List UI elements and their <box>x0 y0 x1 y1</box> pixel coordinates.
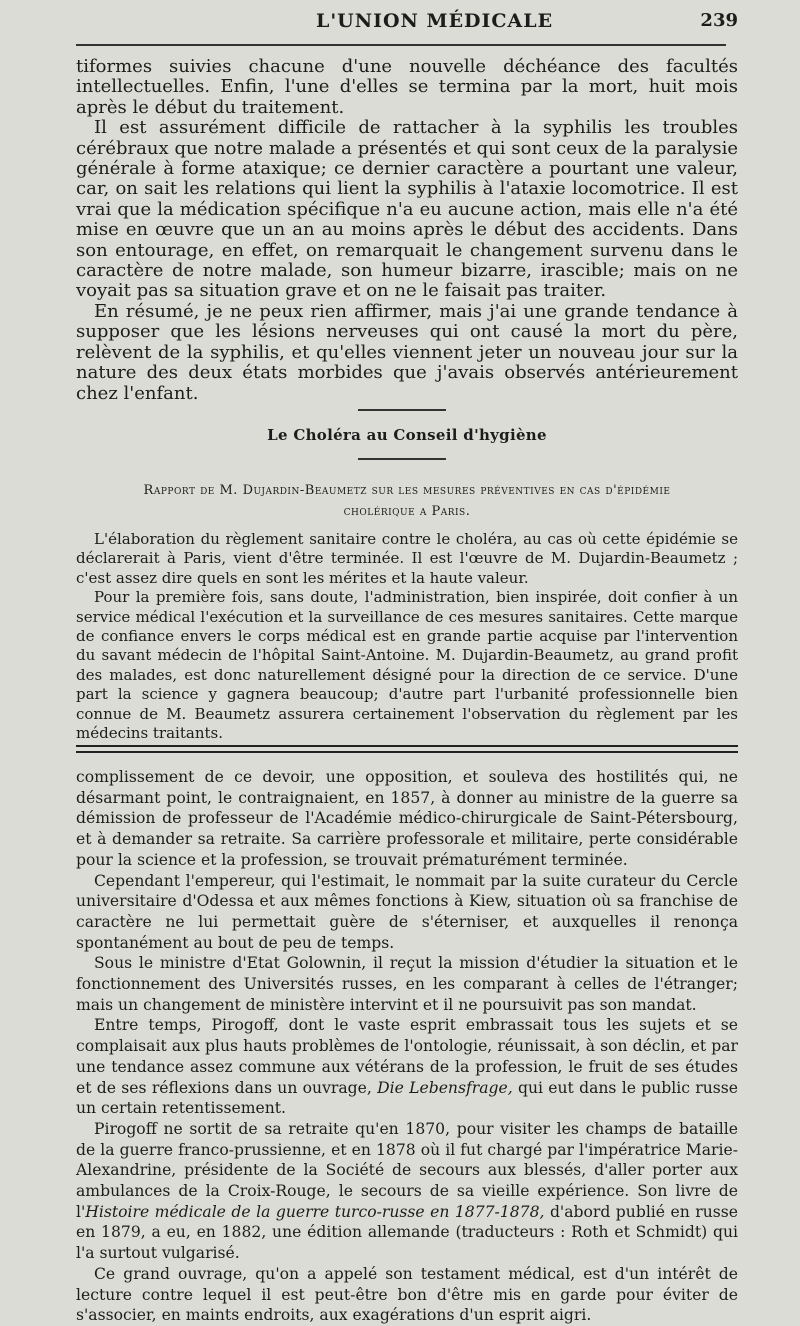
paragraph: complissement de ce devoir, une opposition, et souleva des hostilités qui, ne désarmant point, le contraignaient, en 1857, à donner au ministre de la guerre sa démission de professeur de l'Académie médico-chirurgicale de Saint-Pétersbourg, et à demander sa retraite. Sa carrière professorale et militaire, perte considérable pour la science et la profession, se trouvait prématurément terminée. <box>76 768 738 869</box>
book-title: Histoire médicale de la guerre turco-russe en 1877-1878, <box>85 1202 545 1221</box>
paragraph: L'élaboration du règlement sanitaire contre le choléra, au cas où cette épidémie se déclarerait à Paris, vient d'être terminée. Il est l'œuvre de M. Dujardin-Beaumetz ; c'est assez dire quels en sont les mérites et la haute valeur. <box>76 530 738 587</box>
report-body <box>76 530 738 743</box>
footer-separator-rule <box>76 745 738 747</box>
running-title: L'UNION MÉDICALE <box>316 10 554 32</box>
page-number: 239 <box>700 10 738 31</box>
text-run: d'abord publié en russe en 1879, a eu, en 1882, une édition allemande (traducteurs : Roth et Schmidt) qui l'a surtout vulgarisé. <box>76 1202 738 1263</box>
report-title-line-1: Rapport de M. Dujardin-Beaumetz sur les mesures préventives en cas d'épidémie <box>143 483 671 498</box>
section-title: Le Choléra au Conseil d'hygiène <box>267 426 547 444</box>
paragraph: Il est assurément difficile de rattacher à la syphilis les troubles cérébraux que notre malade a présentés et qui sont ceux de la paralysie générale à forme ataxique; ce dernier caractère a pourtant une valeur, car, on sait les relations qui lient la syphilis à l'ataxie locomotrice. Il est vrai que la médication spécifique n'a eu aucune action, mais elle n'a été mise en œuvre que un an au moins après le début des accidents. Dans son entourage, en effet, on remarquait le changement survenu dans le caractère de notre malade, son humeur bizarre, irascible; mais on ne voyait pas sa situation grave et on ne le faisait pas traiter. <box>76 117 738 302</box>
text-run: qui eut dans le public russe un certain retentissement. <box>76 1078 738 1118</box>
header-rule <box>76 44 726 46</box>
report-title <box>76 480 738 522</box>
paragraph: Pour la première fois, sans doute, l'administration, bien inspirée, doit confier à un service médical l'exécution et la surveillance de ces mesures sanitaires. Cette marque de confiance envers le corps médical est en grande partie acquise par l'intervention du savant médecin de l'hôpital Saint-Antoine. M. Dujardin-Beaumetz, au grand profit des malades, est donc naturellement désigné pour la direction de ce service. D'une part la science y gagnera beaucoup; d'autre part l'urbanité professionnelle bien connue de M. Beaumetz assurera certainement l'observation du règlement par les médecins traitants. <box>76 588 738 743</box>
top-article <box>76 57 738 404</box>
paragraph: tiformes suivies chacune d'une nouvelle déchéance des facultés intellectuelles. Enfin, l'une d'elles se termina par la mort, huit mois après le début du traitement. <box>76 56 738 118</box>
section-rule-top <box>358 409 446 411</box>
book-title: Die Lebensfrage, <box>377 1078 513 1097</box>
report-title-line-2: cholérique a Paris. <box>343 504 471 519</box>
section-rule-bottom <box>358 458 446 460</box>
paragraph: Ce grand ouvrage, qu'on a appelé son testament médical, est d'un intérêt de lecture contre lequel il est peut-être bon d'être mis en garde pour éviter de s'associer, en maints endroits, aux exagérations d'un esprit aigri. <box>76 1264 738 1325</box>
biography-continuation <box>76 767 738 1326</box>
paragraph <box>76 1119 738 1264</box>
page-header <box>76 6 738 36</box>
paragraph <box>76 1015 738 1119</box>
text-run: Pirogoff ne sortit de sa retraite qu'en 1870, pour visiter les champs de bataille de la guerre franco-prussienne, et en 1878 où il fut chargé par l'impératrice Marie-Alexandrine, présidente de la Société de secours aux blessés, d'aller porter aux ambulances de la Croix-Rouge, le secours de sa vieille expérience. Son livre de l' <box>76 1119 738 1221</box>
paragraph: Sous le ministre d'Etat Golownin, il reçut la mission d'étudier la situation et le fonctionnement des Universités russes, en les comparant à celles de l'étranger; mais un changement de ministère intervint et il ne poursuivit pas son mandat. <box>76 954 738 1014</box>
footer-separator-rule <box>76 751 738 753</box>
paragraph: En résumé, je ne peux rien affirmer, mais j'ai une grande tendance à supposer que les lésions nerveuses qui ont causé la mort du père, relèvent de la syphilis, et qu'elles viennent jeter un nouveau jour sur la nature des deux états morbides que j'avais observés antérieurement chez l'enfant. <box>76 300 738 404</box>
text-run: Entre temps, Pirogoff, dont le vaste esprit embrassait tous les sujets et se complaisait aux plus hauts problèmes de l'ontologie, réunissait, à son déclin, et par une tendance assez commune aux vétérans de la profession, le fruit de ses études et de ses réflexions dans un ouvrage, <box>76 1016 738 1097</box>
paragraph: Cependant l'empereur, qui l'estimait, le nommait par la suite curateur du Cercle universitaire d'Odessa et aux mêmes fonctions à Kiew, situation où sa franchise de caractère ne lui permettait guère de s'éterniser, et auxquelles il renonça spontanément au bout de peu de temps. <box>76 871 738 952</box>
